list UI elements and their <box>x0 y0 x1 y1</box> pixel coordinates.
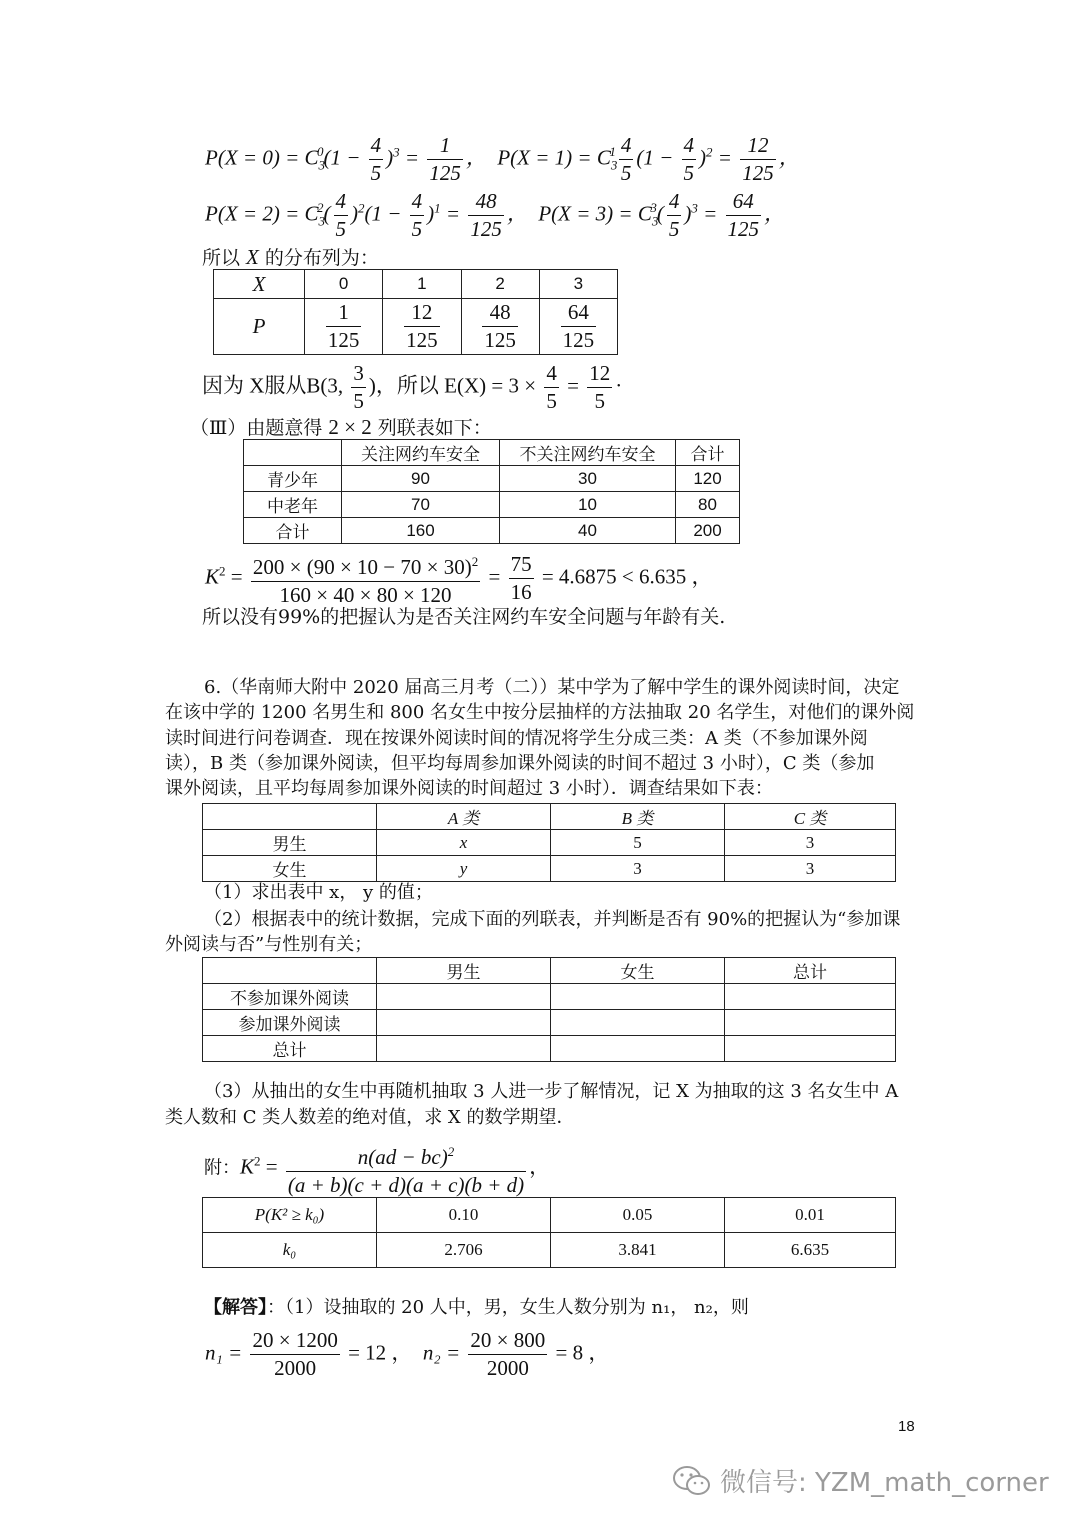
conclusion-text: 所以没有99%的把握认为是否关注网约车安全问题与年龄有关. <box>202 606 726 628</box>
table-row: 中老年 70 10 80 <box>244 492 740 518</box>
answer-tag: 【解答】 <box>204 1297 267 1318</box>
dist-x-value: 1 <box>383 270 461 299</box>
contingency-header: 不关注网约车安全 <box>500 440 676 466</box>
dist-p-label: P <box>214 299 305 355</box>
prob-line-2: $P(X = 2) = C_3^2$( $\frac{4}{5}$ )$^2$(1 − $\frac{4}{5}$ )$^1$ = $\frac{48}{125}$ ， $P(X = 3) = C_3^3$( $\frac{4}{5}$ )$^3$ = $\frac{64}{125}$ ， <box>205 189 786 241</box>
sub-question-3-line-2: 类人数和 C 类人数差的绝对值，求 X 的数学期望． <box>165 1107 575 1128</box>
wechat-icon <box>672 1464 712 1498</box>
table-row: 不参加课外阅读 <box>203 984 896 1010</box>
q6-line-5: 课外阅读，且平均每周参加课外阅读的时间超过 3 小时）．调查结果如下表： <box>165 778 773 799</box>
dist-p-value: $\frac{48}{125}$ <box>461 299 539 355</box>
abc-header: A 类 <box>377 804 551 830</box>
abc-header: B 类 <box>551 804 725 830</box>
answer-formulas: n₁ = $\frac{20 \times 1200}{2000}$ = 12 ， n₂ = $\frac{20 \times 800}{2000}$ = 8 ， <box>205 1328 610 1380</box>
q6-line-4: 读），B 类（参加课外阅读，但平均每周参加课外阅读的时间不超过 3 小时），C 类（参加 <box>165 753 875 774</box>
prob-line-1: $P(X = 0) = C_3^0(1$ − $\frac{4}{5}$ )$^3$ = $\frac{1}{125}$ ， $P(X = 1) = C_3^1$ $\frac{4}{5}$ (1 − $\frac{4}{5}$ )$^2$ = $\frac{12}{125}$ ， <box>205 133 800 185</box>
table-row: 女生 y 3 3 <box>203 856 896 882</box>
contingency-header: 合计 <box>676 440 740 466</box>
dist-x-value: 2 <box>461 270 539 299</box>
k2-calculation: $K^2$ = $\frac{200 \times (90 \times 10 - 70 \times 30)^2}{160 \times 40 \times 80 \times 120}$ = $\frac{75}{16}$ = 4.6875 < 6.635 ， <box>205 548 713 609</box>
sub-question-3-line-1: （3）从抽出的女生中再随机抽取 3 人进一步了解情况，记 X 为抽取的这 3 名女生中 A <box>204 1081 899 1102</box>
dist-x-value: 0 <box>305 270 383 299</box>
table-row: k₀ 2.706 3.841 6.635 <box>203 1233 896 1268</box>
q6-line-3: 读时间进行问卷调查．现在按课外阅读时间的情况将学生分成三类：A 类（不参加课外阅 <box>165 728 868 749</box>
blank-contingency-table <box>202 957 896 1062</box>
blank-header: 男生 <box>377 958 551 984</box>
sub-question-2-line-1: （2）根据表中的统计数据，完成下面的列联表，并判断是否有 90%的把握认为“参加课 <box>204 909 901 930</box>
q6-line-2: 在该中学的 1200 名男生和 800 名女生中按分层抽样的方法抽取 20 名学生，对他们的课外阅 <box>165 702 915 723</box>
answer-line: 【解答】：（1）设抽取的 20 人中，男，女生人数分别为 n₁， n₂，则 <box>204 1297 749 1318</box>
dist-intro: 所以 X 的分布列为： <box>202 245 379 269</box>
table-row: P(K² ≥ k₀) 0.10 0.05 0.01 <box>203 1198 896 1233</box>
page-number: 18 <box>898 1418 915 1435</box>
table-row: 参加课外阅读 <box>203 1010 896 1036</box>
abc-table <box>202 803 896 882</box>
table-row: 总计 <box>203 1036 896 1062</box>
table-row: 合计 160 40 200 <box>244 518 740 544</box>
dist-x-label: X <box>214 270 305 299</box>
dist-p-value: $\frac{12}{125}$ <box>383 299 461 355</box>
blank-header: 总计 <box>725 958 896 984</box>
dist-p-value: $\frac{1}{125}$ <box>305 299 383 355</box>
sub-question-1: （1）求出表中 x， y 的值； <box>204 882 433 903</box>
watermark: 微信号: YZM_math_corner <box>672 1462 1049 1499</box>
critical-value-table <box>202 1197 896 1268</box>
dist-x-value: 3 <box>539 270 617 299</box>
sub-question-2-line-2: 外阅读与否”与性别有关； <box>165 934 373 955</box>
k2-formula: 附：$K^2$ = $\frac{n(ad - bc)^2}{(a + b)(c + d)(a + c)(b + d)}$ ， <box>204 1138 550 1199</box>
dist-p-value: $\frac{64}{125}$ <box>539 299 617 355</box>
expectation-line: 因为 X服从B(3, $\frac{3}{5}$ )，所以 E(X) = 3 × $\frac{4}{5}$ = $\frac{12}{5}$ · <box>202 361 623 413</box>
contingency-header: 关注网约车安全 <box>342 440 500 466</box>
distribution-table <box>213 269 618 355</box>
abc-header: C 类 <box>725 804 896 830</box>
table-row: 男生 x 5 3 <box>203 830 896 856</box>
part3-heading: （Ⅲ）由题意得 2 × 2 列联表如下： <box>190 415 492 439</box>
blank-header: 女生 <box>551 958 725 984</box>
q6-line-1: 6.（华南师大附中 2020 届高三月考（二））某中学为了解中学生的课外阅读时间，决定 <box>204 677 900 698</box>
table-row: 青少年 90 30 120 <box>244 466 740 492</box>
contingency-table <box>243 439 740 544</box>
